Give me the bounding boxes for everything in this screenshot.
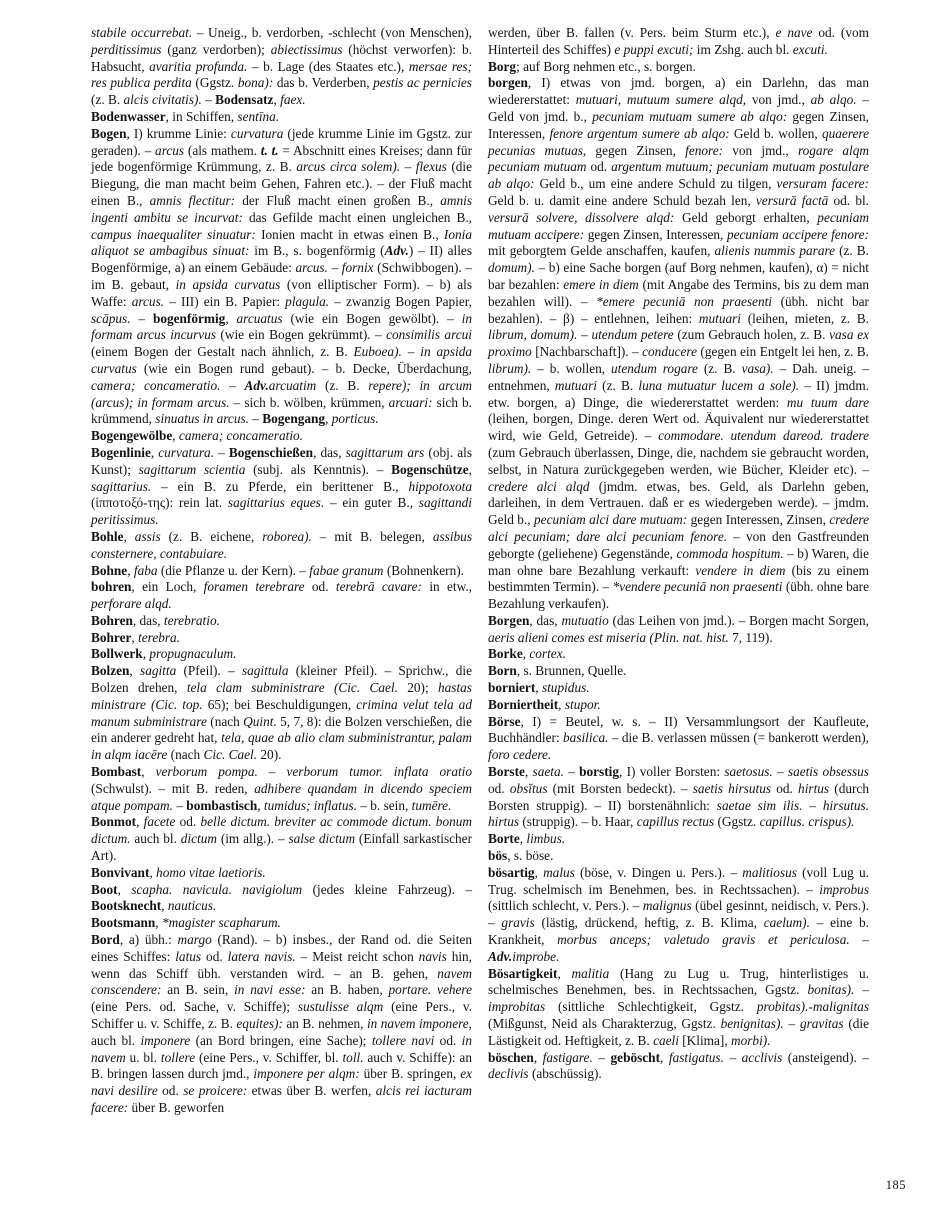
dictionary-entry: stabile occurrebat. – Uneig., b. verdorben, -schlecht (von Menschen), perditissimus (ganz verdorben); abiectissimus (höchst verworfen): b. Habsucht, avaritia profunda. – b. Lage (des Staates etc.), mersae res; res publica perdita (Ggstz. bona): das b. Verderben, pestis ac pernicies (z. B. alcis civitatis). – Bodensatz, faex. xyxy=(91,25,473,108)
dictionary-entry: bohren, ein Loch, foramen terebrare od. terebrā cavare: in etw., perforare alqd. xyxy=(91,579,472,612)
dictionary-entry: Bösartigkeit, malitia (Hang zu Lug u. Trug, hinterlistiges u. schelmisches Benehmen, bes. in Rechtssachen, Ggstz. bonitas). – improbitas (sittliche Schlechtigkeit, Ggstz. probitas).-malignitas (Mißgunst, Neid als Charakterzug, Ggstz. benignitas). – gravitas (die Lästigkeit od. Heftigkeit, z. B. caeli [Klima], morbi). xyxy=(488,965,870,1048)
dictionary-entry: borgen, I) etwas von jmd. borgen, a) ein Darlehn, das man wiedererstattet: mutuari, mutuum sumere alqd, von jmd., ab alqo. – Geld von jmd. b., pecuniam mutuam sumere ab alqo: gegen Zinsen, Interessen, fenore argentum sumere ab alqo: Geld b. wollen, quaerere pecunias mutuas, gegen Zinsen, fenore: von jmd., rogare alqm pecuniam mutuam od. argentum mutuum; pecuniam mutuam postulare ab alqo: Geld b., um eine andere Schuld zu tilgen, versuram facere: Geld b. u. damit eine andere Schuld bezah len, versurā factā od. bl. versurā solvere, dissolvere alqd: Geld geborgt erhalten, pecuniam mutuam accipere: gegen Zinsen, Interessen, pecuniam accipere fenore: mit geborgtem Gelde anschaffen, kaufen, alienis nummis parare (z. B. domum). – b) eine Sache borgen (auf Borg nehmen, kaufen), α) = nicht bar bezahlen: emere in diem (mit Angabe des Termins, bis zu dem man bezahlen will). – *emere pecuniā non praesenti (übh. nicht bar bezahlen). – β) – entlehnen, leihen: mutuari (leihen, mieten, z. B. librum, domum). – utendum petere (zum Gebrauch holen, z. B. vasa ex proximo [Nachbarschaft]). – conducere (gegen ein Entgelt lei hen, z. B. librum). – b. wollen, utendum rogare (z. B. vasa). – Dah. uneig. – entnehmen, mutuari (z. B. luna mutuatur lucem a sole). – II) jmdm. etw. borgen, a) Dinge, die wiedererstattet werden: mu tuum dare (leihen, borgen, Dinge. deren Wert od. Äquivalent nur wiedererstattet wird, wie Geld, Getreide). – commodare. utendum dareod. tradere (zum Gebrauch überlassen, Dinge, die, nachdem sie gebraucht worden, selbst, in Natura zurückgegeben werden, wie Bücher, Kleider etc). – credere alci alqd (jmdm. etwas, bes. Geld, als Darlehn geben, darleihen, in dem Vertrauen. daß er es wiedergeben werde). – jmdm. Geld b., pecuniam alci dare mutuam: gegen Interessen, Zinsen, credere alci pecuniam; dare alci pecuniam fenore. – von den Gastfreunden geborgte (geliehene) Gegenstände, commoda hospitum. – b) Waren, die man ohne bare Bezahlung verkauft: vendere in diem (bis zu einem bestimmten Termin). – *vendere pecuniā non praesenti (übh. ohne bare Bezahlung verkaufen). xyxy=(488,75,870,612)
dictionary-entry: werden, über B. fallen (v. Pers. beim Sturm etc.), e nave od. (vom Hinterteil des Schiffes) e puppi excuti; im Zshg. auch bl. excuti. xyxy=(488,25,869,57)
right-column xyxy=(488,25,869,1117)
text-columns xyxy=(91,25,869,1117)
dictionary-entry: Bollwerk, propugnaculum. xyxy=(91,646,237,662)
left-column xyxy=(91,25,472,1117)
dictionary-entry: Borte, limbus. xyxy=(488,831,566,847)
dictionary-entry: Bord, a) übh.: margo (Rand). – b) insbes., der Rand od. die Seiten eines Schiffes: latus od. latera navis. – Meist reicht schon navis hin, wenn das Schiff übh. verstanden wird. – an B. gehen, navem conscendere: an B. sein, in navi esse: an B. haben, portare. vehere (eine Pers. od. Sache, v. Schiffe); sustulisse alqm (eine Pers., v. Schiffer u. v. Schiffe, z. B. equites): an B. nehmen, in navem imponere, auch bl. imponere (an Bord bringen, eine Sache); tollere navi od. in navem u. bl. tollere (eine Pers., v. Schiffer, bl. toll. auch v. Schiffe): an B. bringen lassen durch jmd., imponere per alqm: über B. springen, ex navi desilire od. se proicere: etwas über B. werfen, alcis rei iacturam facere: über B. geworfen xyxy=(91,932,473,1115)
dictionary-entry: Bohle, assis (z. B. eichene, roborea). – mit B. belegen, assibus consternere, contabuiare. xyxy=(91,528,472,561)
dictionary-entry: Bogen, I) krumme Linie: curvatura (jede krumme Linie im Ggstz. zur geraden). – arcus (als mathem. t. t. = Abschnitt eines Kreises; dann für jede bogenförmige Krümmung, z. B. arcus circa solem). – flexus (die Biegung, die man macht beim Gehen, Fahren etc.). – der Fluß macht einen B., amnis flectitur: der Fluß macht einen großen B., amnis ingenti ambitu se incurvat: das Gefilde macht einen ungleichen B., campus inaequaliter sinuatur: Ionien macht in etwas einen B., Ionia aliquot se ambagibus sinuat: im B., s. bogenförmig (Adv.) – II) alles Bogenförmige, a) an einem Gebäude: arcus. – fornix (Schwibbogen). – im B. gebaut, in apsida curvatus (von elliptischer Form). – b) als Waffe: arcus. – III) ein B. Papier: plagula. – zwanzig Bogen Papier, scāpus. – bogenförmig, arcuatus (wie ein Bogen gewölbt). – in formam arcus incurvus (wie ein Bogen gekrümmt). – consimilis arcui (einem Bogen der Gestalt nach ähnlich, z. B. Euboea). – in apsida curvatus (wie ein Bogen rund gebaut). – b. Decke, Überdachung, camera; concameratio. – Adv.arcuatim (z. B. repere); in arcum (arcus); in formam arcus. – sich b. wölben, krümmen, arcuari: sich b. krümmend, sinuatus in arcus. – Bogengang, porticus. xyxy=(91,125,473,427)
dictionary-entry: bös, s. böse. xyxy=(488,848,554,864)
dictionary-entry: Borniertheit, stupor. xyxy=(488,696,601,712)
dictionary-entry: Bogengewölbe, camera; concameratio. xyxy=(91,428,303,444)
dictionary-entry: Borste, saeta. – borstig, I) voller Borsten: saetosus. – saetis obsessus od. obsĭtus (mit Borsten bedeckt). – saetis hirsutus od. hirtus (durch Borsten struppig). – II) borstenähnlich: saetae sim ilis. – hirsutus. hirtus (struppig). – b. Haar, capillus rectus (Ggstz. capillus. crispus). xyxy=(488,764,869,830)
dictionary-entry: Bohren, das, terebratio. xyxy=(91,612,220,628)
dictionary-entry: Bodenwasser, in Schiffen, sentīna. xyxy=(91,108,280,124)
dictionary-entry: Borgen, das, mutuatio (das Leihen von jmd.). – Borgen macht Sorgen, aeris alieni comes est miseria (Plin. nat. hist. 7, 119). xyxy=(488,612,869,645)
dictionary-entry: Bohne, faba (die Pflanze u. der Kern). – fabae granum (Bohnenkern). xyxy=(91,562,465,578)
dictionary-entry: Bootsmann, *magister scapharum. xyxy=(91,915,281,931)
dictionary-entry: borniert, stupidus. xyxy=(488,680,590,696)
dictionary-entry: Boot, scapha. navicula. navigiolum (jedes kleine Fahrzeug). – Bootsknecht, nauticus. xyxy=(91,881,472,914)
dictionary-entry: Bolzen, sagitta (Pfeil). – sagittula (kleiner Pfeil). – Sprichw., die Bolzen drehen, tela clam subministrare (Cic. Cael. 20); hastas ministrare (Cic. top. 65); bei Beschuldigungen, crimina velut tela ad manum subministrare (nach Quint. 5, 7, 8): die Bolzen verschießen, die ein anderer gedreht hat, tela, quae ab alio clam subministrantur, palam in alqm iacēre (nach Cic. Cael. 20). xyxy=(91,663,473,763)
dictionary-entry: Bogenlinie, curvatura. – Bogenschießen, das, sagittarum ars (obj. als Kunst); sagittarum scientia (subj. als Kenntnis). – Bogenschütze, sagittarius. – ein B. zu Pferde, ein berittener B., hippotoxota (ἱπποτοξό-της): rein lat. sagittarius eques. – ein guter B., sagittandi peritissimus. xyxy=(91,444,473,528)
dictionary-entry: bösartig, malus (böse, v. Dingen u. Pers.). – malitiosus (voll Lug u. Trug. schelmisch im Benehmen, bes. in Rechtssachen). – improbus (sittlich schlecht, v. Pers.). – malignus (übel gesinnt, neidisch, v. Pers.). – gravis (lästig, drückend, heftig, z. B. Klima, caelum). – eine b. Krankheit, morbus anceps; valetudo gravis et periculosa. – Adv.improbe. xyxy=(488,864,870,964)
dictionary-entry: Borke, cortex. xyxy=(488,646,566,662)
page-number: 185 xyxy=(885,1178,906,1192)
dictionary-entry: Born, s. Brunnen, Quelle. xyxy=(488,663,627,679)
dictionary-entry: Bombast, verborum pompa. – verborum tumor. inflata oratio (Schwulst). – mit B. reden, adhibere quandam in dicendo speciem atque pompam. – bombastisch, tumidus; inflatus. – b. sein, tumēre. xyxy=(91,764,473,813)
dictionary-entry: Bonvivant, homo vitae laetioris. xyxy=(91,864,266,880)
dictionary-entry: Börse, I) = Beutel, w. s. – II) Versammlungsort der Kaufleute, Buchhändler: basilica. – die B. verlassen müssen (= bankerott werden), foro cedere. xyxy=(488,713,869,763)
dictionary-entry: Bohrer, terebra. xyxy=(91,629,181,645)
dictionary-entry: böschen, fastigare. – geböscht, fastigatus. – acclivis (ansteigend). – declivis (abschüssig). xyxy=(488,1049,870,1082)
dictionary-entry: Bonmot, facete od. belle dictum. breviter ac commode dictum. bonum dictum. auch bl. dictum (im allg.). – salse dictum (Einfall sarkastischer Art). xyxy=(91,814,473,864)
dictionary-entry: Borg; auf Borg nehmen etc., s. borgen. xyxy=(488,58,696,74)
